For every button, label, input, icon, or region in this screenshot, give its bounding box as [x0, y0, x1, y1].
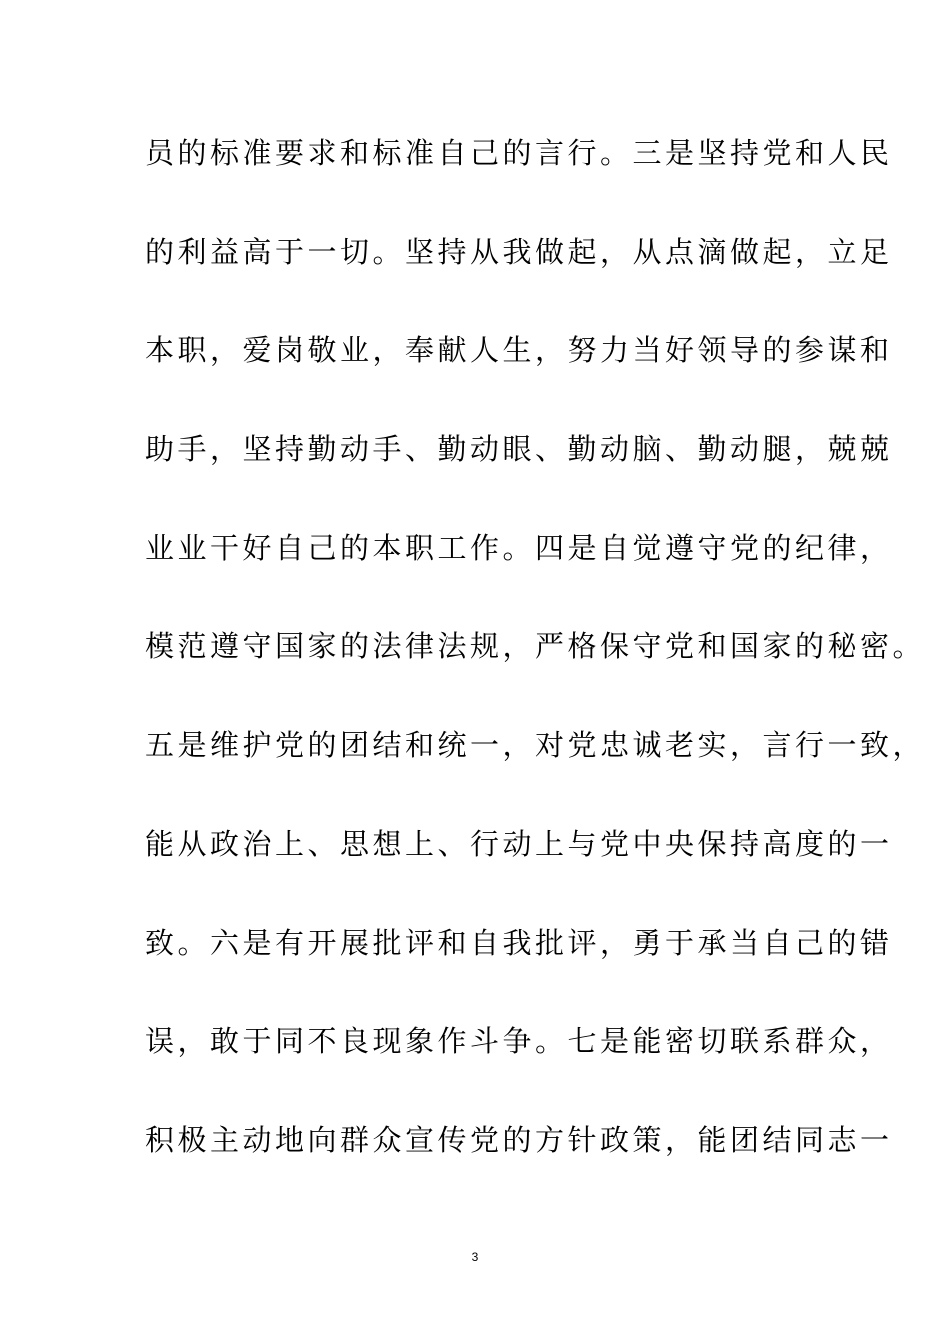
text-line: 本职，爱岗敬业，奉献人生，努力当好领导的参谋和 — [145, 333, 893, 368]
page-number: 3 — [471, 1250, 479, 1264]
text-line: 的利益高于一切。坚持从我做起，从点滴做起，立足 — [145, 234, 893, 269]
body-text — [145, 125, 926, 1211]
text-line: 助手，坚持勤动手、勤动眼、勤动脑、勤动腿，兢兢 — [145, 432, 893, 467]
text-line: 业业干好自己的本职工作。四是自觉遵守党的纪律， — [145, 530, 893, 565]
text-line: 误，敢于同不良现象作斗争。七是能密切联系群众， — [145, 1024, 893, 1059]
text-line: 致。六是有开展批评和自我批评，勇于承当自己的错 — [145, 925, 893, 960]
text-line: 模范遵守国家的法律法规，严格保守党和国家的秘密。 — [145, 629, 926, 664]
text-line: 能从政治上、思想上、行动上与党中央保持高度的一 — [145, 826, 893, 861]
text-line: 员的标准要求和标准自己的言行。三是坚持党和人民 — [145, 136, 893, 170]
text-line: 五是维护党的团结和统一，对党忠诚老实，言行一致， — [145, 728, 926, 763]
text-line: 积极主动地向群众宣传党的方针政策，能团结同志一 — [145, 1122, 893, 1157]
